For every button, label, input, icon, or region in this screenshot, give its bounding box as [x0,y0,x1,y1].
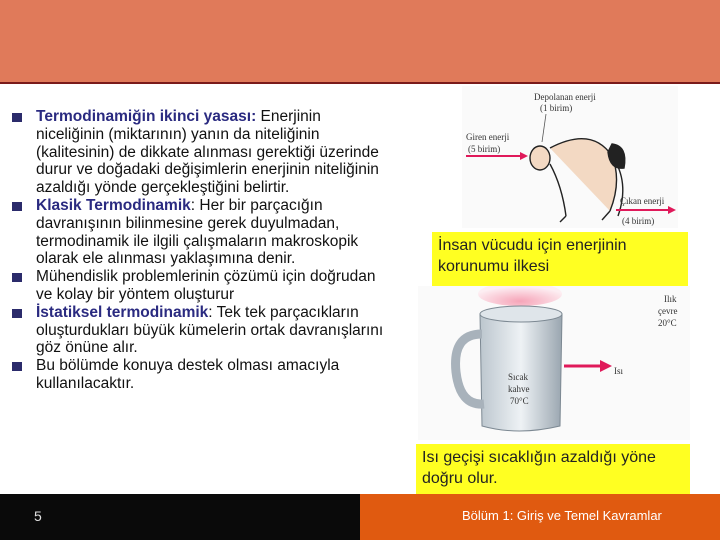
bullet-marker-icon [12,362,22,371]
bullet-heading: Klasik Termodinamik [36,196,191,214]
bullet-chapter-note [12,357,392,393]
energy-out-arrowhead-icon [668,206,676,214]
coffee-label-line1: Sıcak [508,372,528,382]
bullet-second-law [12,108,392,197]
mug-handle [456,334,484,404]
stored-energy-pointer [542,114,546,142]
bullet-list [12,108,392,393]
title-banner [0,0,720,84]
bullet-marker-icon [12,273,22,282]
bullet-marker-icon [12,202,22,211]
footer-left-panel [0,494,360,540]
human-energy-figure [462,86,678,228]
bullet-heading: Termodinamiğin ikinci yasası: [36,108,257,125]
footer-bar [0,494,720,540]
bullet-text: Bu bölümde konuya destek olması amacıyla kullanılacaktır. [36,357,340,392]
heat-arrowhead-icon [600,360,612,372]
energy-in-unit: (5 birim) [468,144,501,154]
steam-icon [478,286,562,306]
ambient-label-line3: 20°C [658,318,677,328]
page-number: 5 [34,508,42,524]
bullet-heading: İstatiksel termodinamik [36,303,209,321]
energy-out-label: Çıkan enerji [620,196,665,206]
coffee-heat-figure [418,286,690,440]
figure1-caption: İnsan vücudu için enerjinin korunumu ilkesi [432,232,688,286]
footer-right-panel [360,494,720,540]
person-illustration [530,139,625,222]
bullet-marker-icon [12,309,22,318]
stored-energy-unit: (1 birim) [540,103,573,113]
bullet-text: : Her bir parçacığın davranışının bilinmesine gerek duyulmadan, termodinamik ile ilgili çalışmaların makroskopik olarak ele alınması yaklaşımına denir. [36,196,359,268]
stored-energy-label: Depolanan enerji [534,92,596,102]
figure2-caption: Isı geçişi sıcaklığın azaldığı yöne doğru olur. [416,444,690,496]
bullet-text: Enerjinin niceliğinin (miktarının) yanın da niteliğinin (kalitesinin) de dikkate alınması gerektiği üzerinde durur ve doğadaki değişimlerin enerjinin niteliğinin azaldığı yönde gerçekleştiğini belirtir. [36,108,379,197]
bullet-engineering [12,268,392,304]
energy-in-label: Giren enerji [466,132,510,142]
bullet-text: : Tek tek parçacıkların oluşturdukları büyük kümelerin ortak davranışlarını göz önüne alır. [36,303,384,357]
ambient-label-line1: Ilık [664,294,677,304]
bullet-classical [12,197,392,268]
ambient-label-line2: çevre [658,306,678,316]
heat-label: Isı [614,366,623,376]
bullet-statistical [12,304,392,357]
energy-out-unit: (4 birim) [622,216,655,226]
mug-rim [480,306,562,322]
energy-in-arrowhead-icon [520,152,528,160]
coffee-label-line3: 70°C [510,396,529,406]
bullet-text: Mühendislik problemlerinin çözümü için doğrudan ve kolay bir yöntem oluşturur [36,268,376,303]
coffee-label-line2: kahve [508,384,530,394]
bullet-marker-icon [12,113,22,122]
chapter-title: Bölüm 1: Giriş ve Temel Kavramlar [462,508,662,523]
